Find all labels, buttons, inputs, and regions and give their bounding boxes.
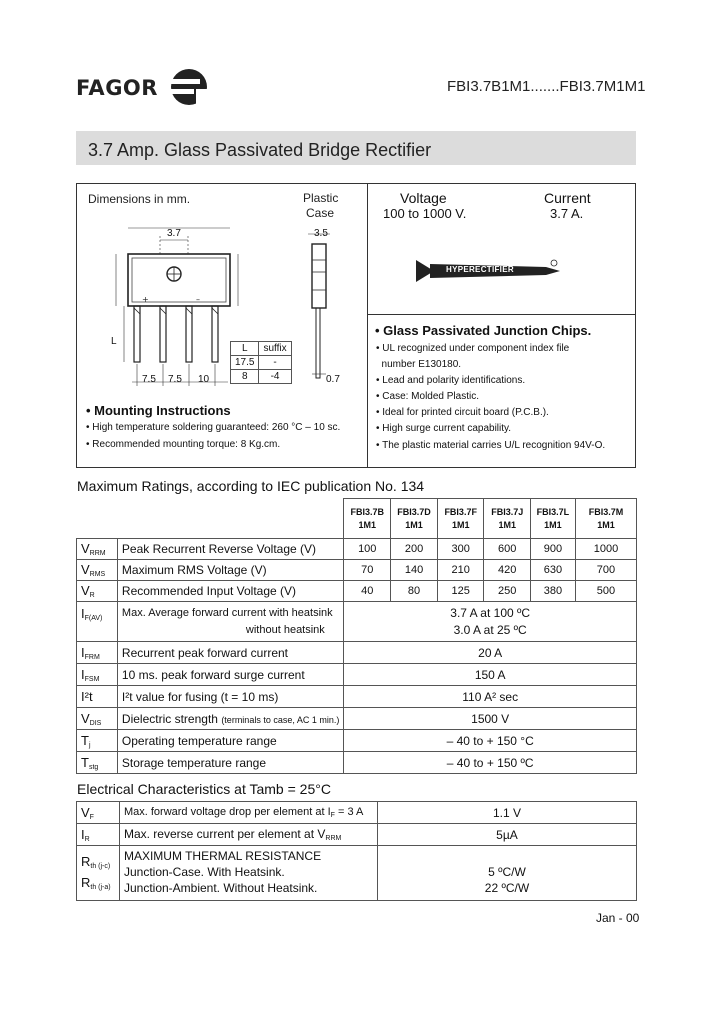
value-cell: 210 [437, 560, 484, 581]
symbol: V [81, 562, 90, 577]
ifav-value-2: 3.0 A at 25 ºC [453, 622, 527, 637]
column-header-line1: FBI3.7L [536, 506, 570, 517]
symbol: V [81, 710, 90, 726]
column-header-line2: 1M1 [358, 519, 376, 530]
feature-item: • UL recognized under component index file [376, 343, 570, 354]
symbol: T [81, 732, 89, 748]
description-cell: Recurrent peak forward current [117, 642, 343, 664]
table-row [77, 708, 637, 730]
table-row [77, 642, 637, 664]
table-row [77, 602, 637, 642]
suffix-header-suffix: suffix [259, 342, 291, 356]
voltage-value: 100 to 1000 V. [383, 206, 467, 221]
footer-date: Jan - 00 [596, 911, 640, 925]
feature-item: • Lead and polarity identifications. [376, 375, 526, 386]
table-row [77, 846, 637, 901]
description-cell [117, 708, 343, 730]
value-cell [377, 846, 636, 901]
blank-cell [77, 499, 118, 539]
symbol: V [81, 804, 90, 820]
symbol: I [81, 666, 85, 682]
page-title: 3.7 Amp. Glass Passivated Bridge Rectifier [88, 140, 432, 160]
suffix-cell: 8 [231, 370, 259, 384]
table-row [77, 664, 637, 686]
symbol-subscript: FRM [84, 653, 100, 661]
hyperectifier-label: HYPERECTIFIER [446, 265, 514, 274]
table-row [77, 539, 637, 560]
symbol-cell [77, 846, 120, 901]
blank-cell [117, 499, 343, 539]
column-header [484, 499, 530, 539]
symbol-cell [77, 642, 118, 664]
symbol: T [81, 754, 89, 770]
symbol-subscript: stg [88, 763, 99, 771]
column-header-line1: FBI3.7J [491, 506, 524, 517]
package-label-plastic: Plastic [303, 191, 339, 205]
dimensions-label: Dimensions in mm. [88, 192, 191, 206]
suffix-header-l: L [231, 342, 259, 356]
value-cell: 700 [575, 560, 636, 581]
column-header-line2: 1M1 [405, 519, 423, 530]
column-header [575, 499, 636, 539]
dielectric-desc: Dielectric strength [121, 711, 218, 726]
symbol-subscript: R [89, 592, 95, 599]
description-cell [117, 602, 343, 642]
symbol-subscript: RRM [89, 550, 106, 557]
package-label-case: Case [306, 206, 335, 220]
symbol-cell [77, 602, 118, 642]
symbol-cell [77, 539, 118, 560]
table-row [77, 686, 637, 708]
symbol-cell [77, 560, 118, 581]
suffix-cell: - [259, 356, 291, 370]
table-row [77, 730, 637, 752]
max-ratings-heading: Maximum Ratings, according to IEC publication No. 134 [77, 478, 425, 494]
value-cell: 600 [484, 539, 530, 560]
desc-subscript: F [330, 812, 335, 819]
column-header-line2: 1M1 [544, 519, 562, 530]
value-cell: 80 [391, 581, 438, 602]
value-cell [344, 602, 637, 642]
suffix-cell: -4 [259, 370, 291, 384]
value-cell: 250 [484, 581, 530, 602]
ifav-desc-2: without heatsink [245, 623, 325, 636]
thermal-desc-1: Junction-Case. With Heatsink. [123, 865, 285, 879]
symbol-subscript: th (j-a) [90, 884, 111, 891]
voltage-label: Voltage [400, 190, 447, 206]
dim-label-4: 10 [198, 374, 210, 385]
symbol-cell [77, 752, 118, 774]
desc-tail: = 3 A [334, 806, 364, 818]
description-cell: Recommended Input Voltage (V) [117, 581, 343, 602]
dim-label-2: 7.5 [142, 374, 156, 385]
mounting-item: • High temperature soldering guaranteed: 260 °C – 10 sc. [86, 422, 341, 433]
symbol: V [81, 541, 90, 556]
value-cell: 200 [391, 539, 438, 560]
desc-subscript: RRM [325, 835, 342, 842]
mounting-title: • Mounting Instructions [86, 403, 231, 418]
value-cell: – 40 to + 150 ºC [344, 752, 637, 774]
dim-label-5: 0.7 [326, 374, 340, 385]
package-dimension-drawing [88, 214, 358, 390]
value-cell: 20 A [344, 642, 637, 664]
value-cell: 300 [437, 539, 484, 560]
value-cell: 1000 [575, 539, 636, 560]
symbol-cell [77, 730, 118, 752]
mounting-item: • Recommended mounting torque: 8 Kg.cm. [86, 439, 281, 450]
column-header [391, 499, 438, 539]
svg-text:–: – [196, 295, 200, 304]
column-header-line1: FBI3.7B [350, 506, 384, 517]
desc-text: Max. reverse current per element at V [123, 827, 326, 841]
column-header [344, 499, 391, 539]
symbol-subscript: RMS [89, 571, 106, 578]
ifav-value-1: 3.7 A at 100 ºC [450, 605, 531, 620]
symbol-subscript: DIS [89, 719, 102, 727]
value-cell: 5µA [377, 824, 636, 846]
symbol-cell [77, 708, 118, 730]
table-row [77, 824, 637, 846]
fagor-logo-icon [166, 68, 212, 106]
symbol-cell [77, 824, 120, 846]
description-cell: Operating temperature range [117, 730, 343, 752]
value-cell: 125 [437, 581, 484, 602]
symbol-cell [77, 802, 120, 824]
value-cell: 380 [530, 581, 575, 602]
symbol-subscript: j [88, 741, 91, 749]
dim-label-1: 3.7 [167, 228, 181, 239]
column-header-line1: FBI3.7D [397, 506, 431, 517]
suffix-cell: 17.5 [231, 356, 259, 370]
current-label: Current [544, 190, 591, 206]
column-header-line1: FBI3.7M [588, 506, 624, 517]
table-row [77, 802, 637, 824]
symbol: I [81, 826, 85, 842]
features-title: • Glass Passivated Junction Chips. [375, 323, 592, 338]
description-cell: Maximum RMS Voltage (V) [117, 560, 343, 581]
feature-item: • Case: Molded Plastic. [376, 391, 479, 402]
symbol: R [81, 854, 91, 869]
symbol-subscript: FSM [84, 675, 100, 683]
symbol-subscript: F [89, 813, 94, 821]
thermal-desc-2: Junction-Ambient. Without Heatsink. [123, 881, 318, 895]
value-cell: 900 [530, 539, 575, 560]
value-cell: 630 [530, 560, 575, 581]
ifav-desc-1: Max. Average forward current with heatsink [121, 606, 333, 619]
suffix-table [230, 341, 292, 384]
symbol-cell [77, 581, 118, 602]
symbol-subscript: F(AV) [84, 615, 103, 622]
value-cell: 70 [344, 560, 391, 581]
electrical-table [76, 801, 637, 901]
value-cell: 420 [484, 560, 530, 581]
dim-label-3: 7.5 [168, 374, 182, 385]
feature-item: • Ideal for printed circuit board (P.C.B.). [376, 407, 549, 418]
description-cell [119, 824, 377, 846]
thermal-value-1: 5 ºC/W [488, 865, 526, 879]
value-cell: 100 [344, 539, 391, 560]
value-cell: 40 [344, 581, 391, 602]
value-cell: 150 A [344, 664, 637, 686]
electrical-heading: Electrical Characteristics at Tamb = 25°C [77, 781, 331, 797]
symbol-cell [77, 664, 118, 686]
feature-item: • The plastic material carries U/L recognition 94V-O. [376, 440, 606, 451]
column-header-line2: 1M1 [451, 519, 470, 530]
value-cell: – 40 to + 150 °C [344, 730, 637, 752]
dielectric-desc-small: (terminals to case, AC 1 min.) [221, 714, 340, 725]
column-header-line1: FBI3.7F [444, 506, 477, 517]
value-cell: 1.1 V [377, 802, 636, 824]
description-cell: I²t value for fusing (t = 10 ms) [117, 686, 343, 708]
value-cell: 1500 V [344, 708, 637, 730]
max-ratings-table [76, 498, 637, 774]
value-cell: 140 [391, 560, 438, 581]
part-number-range: FBI3.7B1M1.......FBI3.7M1M1 [447, 78, 646, 95]
column-header [530, 499, 575, 539]
brand-logo-text: FAGOR [76, 76, 158, 100]
dim-label-6: 3.5 [314, 228, 328, 239]
info-divider-horizontal [367, 314, 636, 315]
table-row [77, 581, 637, 602]
description-cell [119, 802, 377, 824]
table-row [77, 560, 637, 581]
svg-text:+: + [142, 295, 149, 304]
column-header-line2: 1M1 [498, 519, 516, 530]
symbol-subscript: th (j-c) [90, 863, 111, 870]
info-divider-vertical [367, 183, 368, 468]
value-cell: 500 [575, 581, 636, 602]
feature-item: • High surge current capability. [376, 423, 512, 434]
table-row [77, 752, 637, 774]
description-cell: Storage temperature range [117, 752, 343, 774]
thermal-title: MAXIMUM THERMAL RESISTANCE [123, 849, 322, 863]
feature-item: number E130180. [376, 359, 462, 370]
desc-text: Max. forward voltage drop per element at I [123, 806, 331, 818]
column-header [437, 499, 484, 539]
symbol: I [81, 606, 85, 621]
thermal-value-2: 22 ºC/W [484, 881, 530, 895]
value-cell: 110 A² sec [344, 686, 637, 708]
symbol: R [81, 875, 91, 890]
current-value: 3.7 A. [550, 206, 584, 221]
symbol: I [81, 644, 85, 660]
symbol-cell: I²t [77, 686, 118, 708]
column-header-line2: 1M1 [597, 519, 615, 530]
description-cell: Peak Recurrent Reverse Voltage (V) [117, 539, 343, 560]
description-cell: 10 ms. peak forward surge current [117, 664, 343, 686]
symbol-subscript: R [84, 835, 90, 843]
description-cell [119, 846, 377, 901]
dim-label-7: L [111, 336, 117, 347]
symbol: V [81, 583, 90, 598]
